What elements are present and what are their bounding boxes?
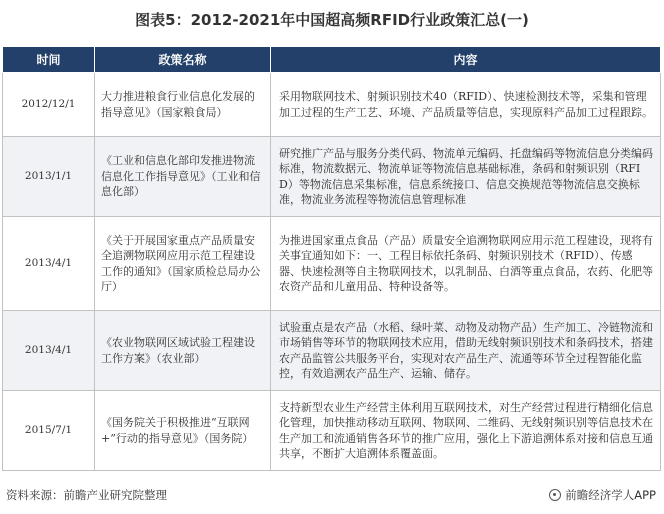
- cell-policy-name: 《工业和信息化部印发推进物流信息化工作指导意见》（工业和信息化部）: [95, 137, 271, 217]
- brand-logo-icon: [549, 489, 561, 501]
- cell-policy-name: 《农业物联网区域试验工程建设工作方案》（农业部）: [95, 311, 271, 391]
- header-content: 内容: [271, 47, 661, 73]
- brand-credit: [549, 487, 656, 503]
- table-header-row: [3, 47, 661, 73]
- cell-policy-name: 《国务院关于积极推进“互联网+”行动的指导意见》（国务院）: [95, 391, 271, 471]
- chart-title: 图表5：2012-2021年中国超高频RFID行业政策汇总(一): [135, 11, 529, 29]
- policy-table: [2, 46, 661, 471]
- cell-content: 支持新型农业生产经营主体利用互联网技术，对生产经营过程进行精细化信息化管理，加快推动移动互联网、物联网、二维码、无线射频识别等信息技术在生产加工和流通销售各环节的推广应用，强化上下游追溯体系对接和信息互通共享，不断扩大追溯体系覆盖面。: [271, 391, 661, 471]
- cell-content: 研究推广产品与服务分类代码、物流单元编码、托盘编码等物流信息分类编码标准，物流数据元、物流单证等物流信息基础标准，条码和射频识别（RFID）等物流信息采集标准，信息系统接口、信息交换规范等物流信息交换标准，物流业务流程等物流信息管理标准: [271, 137, 661, 217]
- table-row: [3, 73, 661, 137]
- cell-date: 2015/7/1: [3, 391, 95, 471]
- cell-policy-name: 大力推进粮食行业信息化发展的指导意见》（国家粮食局）: [95, 73, 271, 137]
- cell-content: 采用物联网技术、射频识别技术40（RFID）、快速检测技术等，采集和管理加工过程的生产工艺、环境、产品质量等信息，实现原料产品加工过程跟踪。: [271, 73, 661, 137]
- header-date: 时间: [3, 47, 95, 73]
- table-row: [3, 137, 661, 217]
- table-row: [3, 391, 661, 471]
- header-policy-name: 政策名称: [95, 47, 271, 73]
- cell-content: 为推进国家重点食品（产品）质量安全追溯物联网应用示范工程建设，现将有关事宜通知如下：一、工程目标依托条码、射频识别技术（RFID）、传感器、快速检测等自主物联网技术，以乳制品、白酒等重点食品，农药、化肥等农资产品和儿童用品、特种设备等。: [271, 217, 661, 311]
- cell-policy-name: 《关于开展国家重点产品质量安全追溯物联网应用示范工程建设工作的通知》（国家质检总局办公厅）: [95, 217, 271, 311]
- cell-date: 2013/1/1: [3, 137, 95, 217]
- table-row: [3, 217, 661, 311]
- cell-date: 2013/4/1: [3, 311, 95, 391]
- brand-label: 前瞻经济学人APP: [565, 488, 656, 502]
- source-note: 资料来源：前瞻产业研究院整理: [6, 488, 167, 502]
- cell-date: 2013/4/1: [3, 217, 95, 311]
- cell-content: 试验重点是农产品（水稻、绿叶菜、动物及动物产品）生产加工、冷链物流和市场销售等环节的物联网技术应用，借助无线射频识别技术和条码技术，搭建农产品监管公共服务平台，实现对农产品生产、流通等环节全过程智能化监控，有效追溯农产品生产、运输、储存。: [271, 311, 661, 391]
- cell-date: 2012/12/1: [3, 73, 95, 137]
- table-row: [3, 311, 661, 391]
